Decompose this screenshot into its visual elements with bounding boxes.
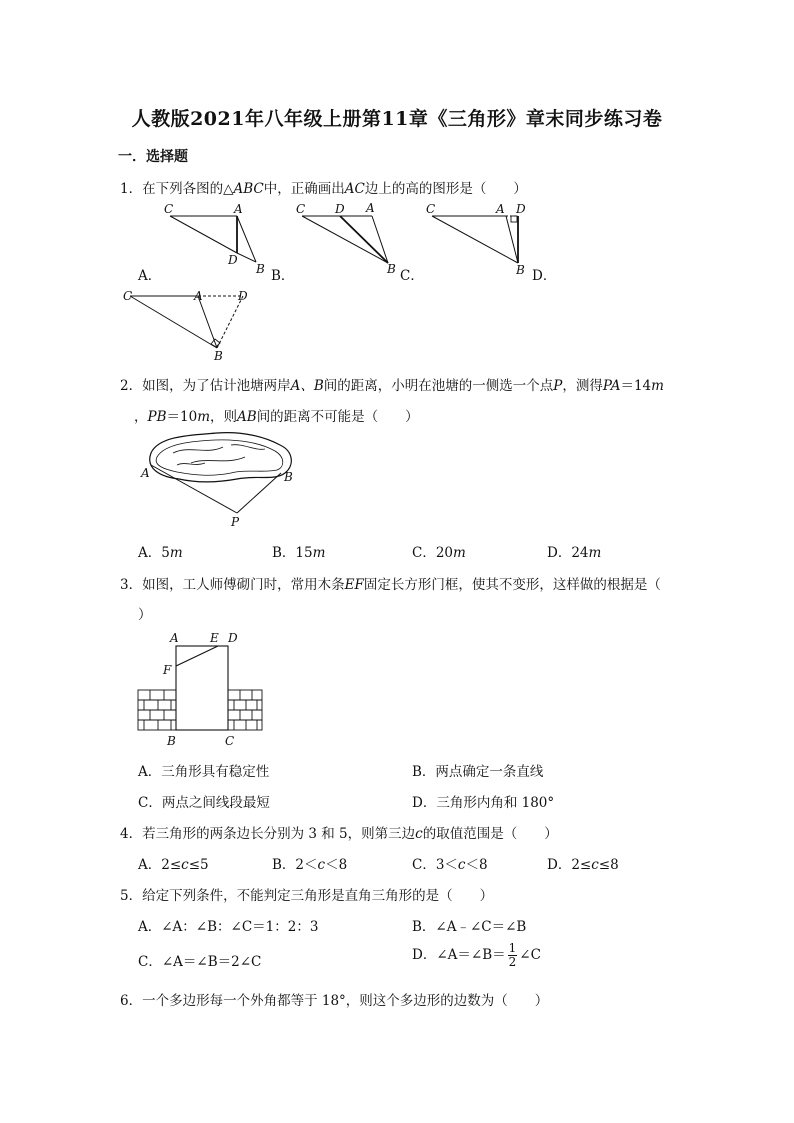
q5-option-d[interactable]: D．∠A＝∠B＝ $\frac{1}{2}$ ∠C: [412, 941, 541, 969]
q3-point-c: C: [225, 734, 235, 748]
q3-stem-line1: 3．如图，工人师傅砌门时，常用木条EF固定长方形门框，使其不变形，这样做的根据是（: [120, 577, 661, 593]
q1-figure-c: [420, 200, 540, 280]
q5-stem: 5．给定下列条件，不能判定三角形是直角三角形的是（ ）: [120, 888, 494, 904]
q2-stem-line2: ，PB＝10m，则AB间的距离不可能是（ ）: [134, 409, 419, 425]
q3-option-a[interactable]: A．三角形具有稳定性: [138, 764, 270, 780]
q2-option-a[interactable]: A．5m: [138, 545, 183, 561]
q2-point-p: P: [231, 515, 240, 529]
q3-point-d: D: [228, 631, 238, 645]
q4-stem: 4．若三角形的两条边长分别为 3 和 5，则第三边c的取值范围是（ ）: [120, 826, 558, 842]
q1-figure-d: [120, 286, 270, 366]
q3-left-brick-wall: [138, 690, 176, 730]
q1c-point-b: B: [516, 263, 525, 277]
q3-right-brick-wall: [228, 690, 262, 730]
q3-option-c[interactable]: C．两点之间线段最短: [138, 795, 270, 811]
q1d-point-c: C: [123, 289, 133, 303]
q3-point-e: E: [210, 631, 219, 645]
q1c-point-d: D: [516, 202, 526, 216]
q3-option-d[interactable]: D．三角形内角和 180°: [412, 795, 555, 811]
q1d-point-b: B: [214, 349, 223, 363]
q3-door-figure: [136, 628, 276, 753]
q3-stem-line2: ）: [138, 607, 152, 623]
q2-pond-figure: [135, 425, 305, 535]
q1a-point-b: B: [256, 262, 265, 276]
q3-point-f: F: [163, 663, 172, 677]
q4-option-a[interactable]: A．2≤c≤5: [138, 857, 209, 873]
q2-stem-line1: 2．如图，为了估计池塘两岸A、B间的距离，小明在池塘的一侧选一个点P，测得PA＝14m: [120, 378, 664, 394]
q3-door-frame: [176, 646, 228, 730]
document-title: 人教版2021年八年级上册第11章《三角形》章末同步练习卷: [131, 108, 663, 130]
q3-option-b[interactable]: B．两点确定一条直线: [412, 764, 544, 780]
q4-option-c[interactable]: C．3＜c＜8: [412, 857, 488, 873]
q6-stem: 6．一个多边形每一个外角都等于 18°，则这个多边形的边数为（ ）: [120, 993, 549, 1009]
q1b-point-d: D: [335, 202, 345, 216]
q2-option-c[interactable]: C．20m: [412, 545, 466, 561]
q1d-point-d: D: [238, 289, 248, 303]
q2-point-b: B: [284, 470, 293, 484]
q1a-point-c: C: [164, 202, 174, 216]
section-heading: 一．选择题: [118, 149, 188, 165]
q1-option-d[interactable]: D．: [532, 268, 557, 284]
q5-option-c[interactable]: C．∠A＝∠B＝2∠C: [138, 954, 262, 970]
q1b-point-b: B: [387, 262, 396, 276]
q1a-point-a: A: [234, 202, 243, 216]
q1-option-b[interactable]: B．: [271, 268, 295, 284]
q1-option-a[interactable]: A．: [138, 268, 162, 284]
q1c-point-c: C: [426, 202, 436, 216]
q1-option-c[interactable]: C．: [400, 268, 424, 284]
q1c-point-a: A: [496, 202, 505, 216]
q1b-point-a: A: [366, 201, 375, 215]
q2-option-b[interactable]: B．15m: [272, 545, 326, 561]
q3-point-b: B: [167, 734, 176, 748]
q5-option-b[interactable]: B．∠A﹣∠C＝∠B: [412, 919, 527, 935]
q1a-point-d: D: [228, 253, 238, 267]
q5-option-a[interactable]: A．∠A：∠B：∠C＝1：2：3: [138, 919, 319, 935]
q2-option-d[interactable]: D．24m: [547, 545, 602, 561]
q1-figure-b: [290, 200, 410, 280]
q1d-point-a: A: [194, 289, 203, 303]
q1-stem: 1．在下列各图的△ABC中，正确画出AC边上的高的图形是（ ）: [120, 181, 527, 197]
q3-point-a: A: [170, 631, 179, 645]
q5-fraction: $\frac{1}{2}$: [508, 941, 517, 969]
q4-option-b[interactable]: B．2＜c＜8: [272, 857, 348, 873]
q4-option-d[interactable]: D．2≤c≤8: [547, 857, 619, 873]
q1b-point-c: C: [296, 202, 306, 216]
q2-point-a: A: [141, 466, 150, 480]
